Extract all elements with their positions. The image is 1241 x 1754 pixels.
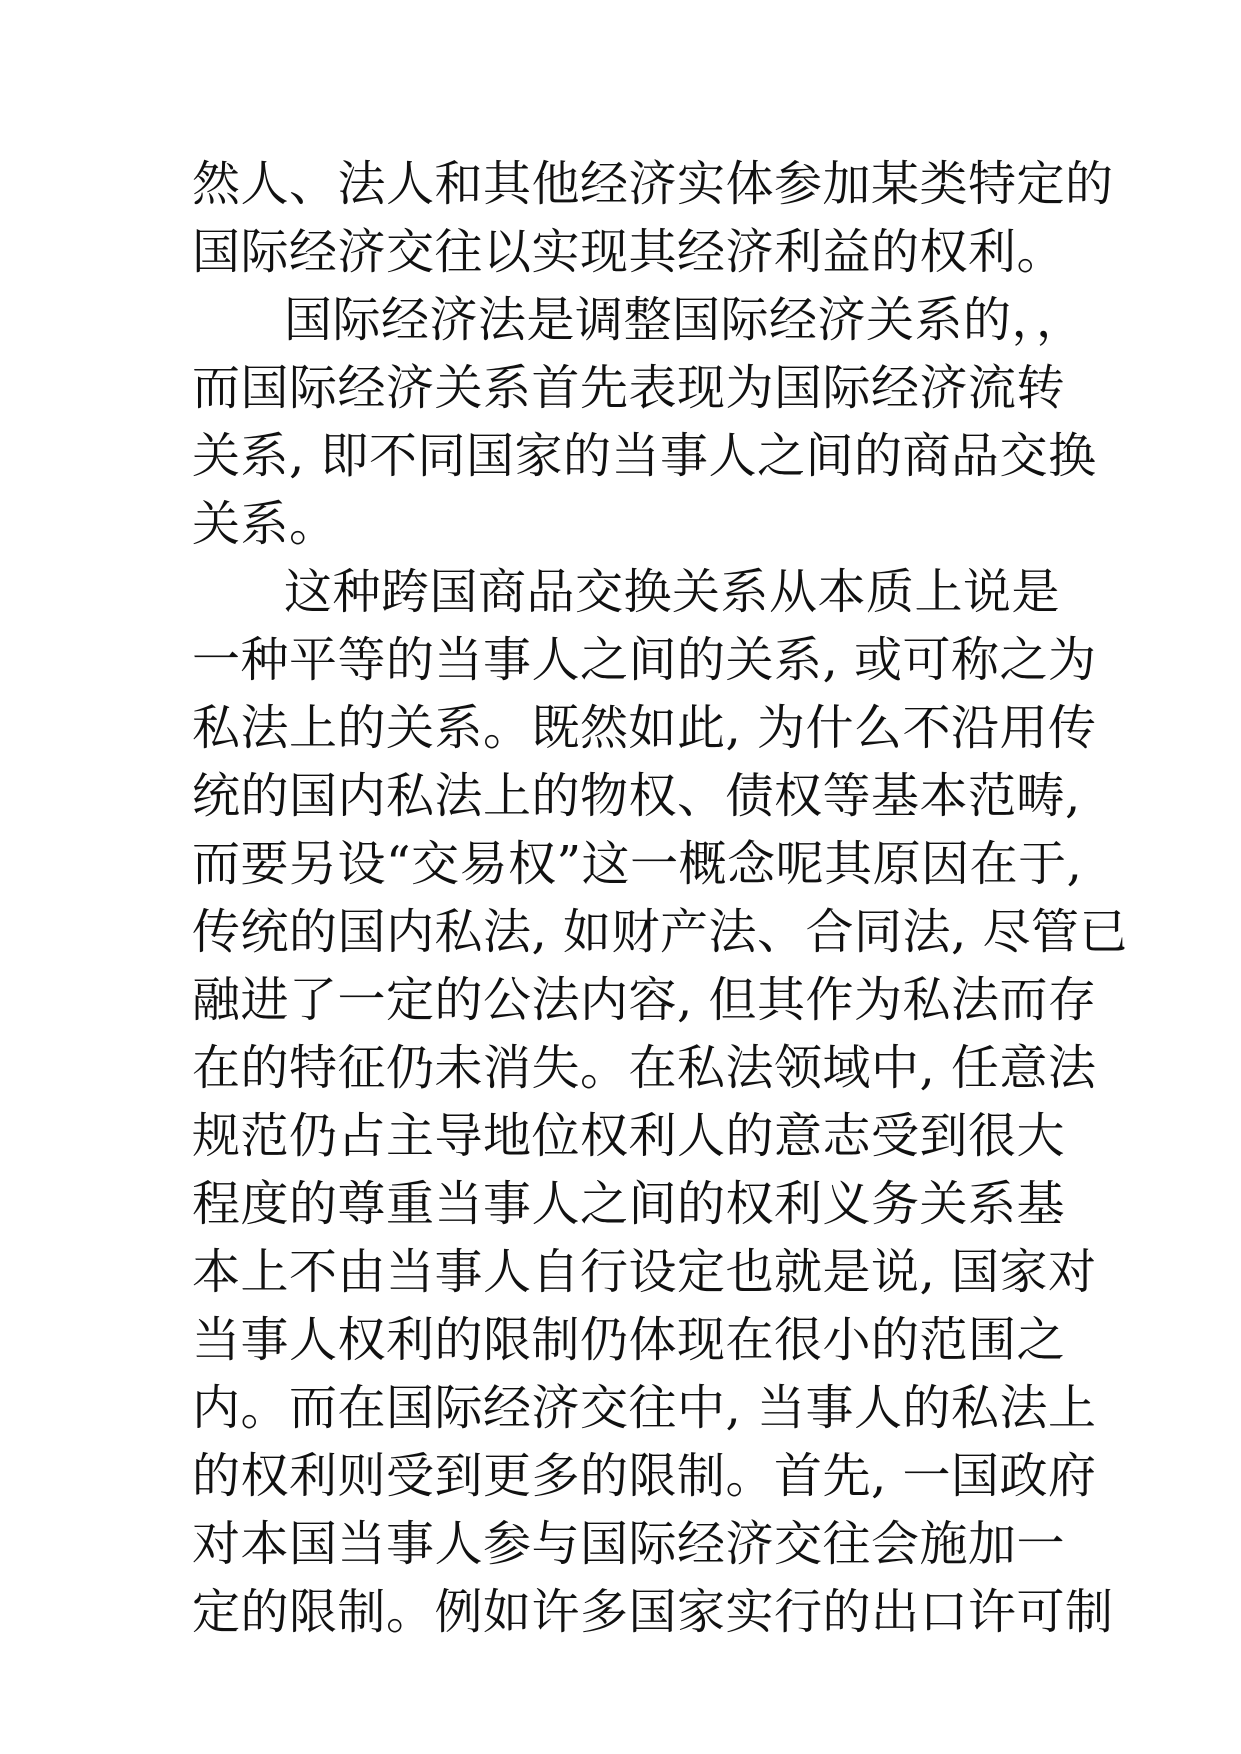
text-line: 私法上的关系。既然如此, 为什么不沿用传: [192, 700, 1097, 756]
text-line: 融进了一定的公法内容, 但其作为私法而存: [192, 972, 1097, 1028]
text-line: 然人、法人和其他经济实体参加某类特定的: [192, 156, 1114, 212]
text-line: 而国际经济关系首先表现为国际经济流转: [192, 360, 1066, 416]
text-line: 当事人权利的限制仍体现在很小的范围之: [192, 1312, 1066, 1368]
text-line: 程度的尊重当事人之间的权利义务关系基: [192, 1176, 1066, 1232]
text-line: 在的特征仍未消失。在私法领域中, 任意法: [192, 1040, 1097, 1096]
text-line: 国际经济交往以实现其经济利益的权利。: [192, 224, 1066, 280]
text-line: 关系。: [192, 496, 338, 552]
text-line: 而要另设“交易权”这一概念呢其原因在于,: [192, 836, 1083, 892]
paragraph-first-line: 国际经济法是调整国际经济关系的，，: [284, 292, 1085, 348]
text-line: 一种平等的当事人之间的关系, 或可称之为: [192, 632, 1097, 688]
text-line: 本上不由当事人自行设定也就是说, 国家对: [192, 1244, 1097, 1300]
text-line: 定的限制。例如许多国家实行的出口许可制: [192, 1584, 1114, 1640]
text-line: 规范仍占主导地位权利人的意志受到很大: [192, 1108, 1066, 1164]
text-line: 关系, 即不同国家的当事人之间的商品交换: [192, 428, 1097, 484]
text-line: 传统的国内私法, 如财产法、合同法, 尽管已: [192, 904, 1129, 960]
body-text: [192, 150, 1129, 1646]
text-line: 统的国内私法上的物权、债权等基本范畴,: [192, 768, 1081, 824]
paragraph-first-line: 这种跨国商品交换关系从本质上说是: [284, 564, 1061, 620]
text-line: 内。而在国际经济交往中, 当事人的私法上: [192, 1380, 1097, 1436]
text-line: 的权利则受到更多的限制。首先, 一国政府: [192, 1448, 1097, 1504]
text-line: 对本国当事人参与国际经济交往会施加一: [192, 1516, 1066, 1572]
